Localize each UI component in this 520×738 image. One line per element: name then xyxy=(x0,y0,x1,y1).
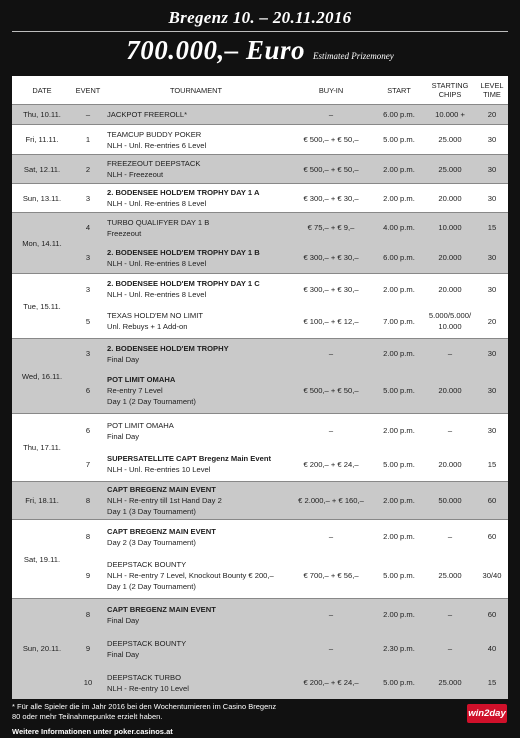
tournament-detail: Final Day xyxy=(107,354,140,364)
table-row xyxy=(12,243,508,274)
row-level: 30 xyxy=(476,125,508,155)
row-event: 3 xyxy=(72,339,104,369)
row-level: 30 xyxy=(476,369,508,414)
row-level: 30 xyxy=(476,184,508,213)
footnote-line1: * Für alle Spieler die im Jahr 2016 bei den Wochenturnieren im Casino Bregenz xyxy=(12,702,277,711)
row-tournament xyxy=(104,305,288,339)
tournament-detail: Final Day xyxy=(107,615,140,625)
row-date: Tue, 15.11. xyxy=(12,274,72,339)
table-row xyxy=(12,369,508,414)
row-event: 3 xyxy=(72,184,104,213)
row-event: 7 xyxy=(72,448,104,482)
row-level: 30 xyxy=(476,243,508,274)
event-dates-title: Bregenz 10. – 20.11.2016 xyxy=(168,8,352,27)
tournament-detail: NLH - Unl. Re-entries 10 Level xyxy=(107,465,211,475)
row-date: Thu, 17.11. xyxy=(12,414,72,482)
row-start: 2.00 p.m. xyxy=(374,184,424,213)
tournament-detail: NLH - Unl. Re-entries 8 Level xyxy=(107,290,207,300)
row-buyin: – xyxy=(288,631,374,667)
row-event: – xyxy=(72,105,104,125)
row-level: 60 xyxy=(476,599,508,631)
row-date: Fri, 18.11. xyxy=(12,482,72,520)
table-row xyxy=(12,554,508,599)
tournament-detail: NLH - Unl. Re-entries 8 Level xyxy=(107,258,207,268)
tournament-name: CAPT BREGENZ MAIN EVENT xyxy=(107,526,216,536)
row-tournament xyxy=(104,599,288,631)
row-date: Sun, 13.11. xyxy=(12,184,72,213)
row-tournament xyxy=(104,339,288,369)
row-buyin: – xyxy=(288,414,374,448)
tournament-detail: NLH - Re-entry 7 Level, Knockout Bounty € 200,– xyxy=(107,571,274,581)
row-buyin: € 500,– + € 50,– xyxy=(288,369,374,414)
row-event: 1 xyxy=(72,125,104,155)
tournament-detail: NLH - Unl. Re-entries 8 Level xyxy=(107,199,207,208)
row-start: 5.00 p.m. xyxy=(374,125,424,155)
row-start: 2.00 p.m. xyxy=(374,520,424,554)
tournament-detail: NLH - Freezeout xyxy=(107,170,164,179)
tournament-name: 2. BODENSEE HOLD'EM TROPHY DAY 1 C xyxy=(107,279,260,289)
tournament-name: TEAMCUP BUDDY POKER xyxy=(107,129,202,139)
row-buyin: € 700,– + € 56,– xyxy=(288,554,374,599)
row-chips: 50.000 xyxy=(424,482,476,520)
col-header-tournament: TOURNAMENT xyxy=(104,76,288,105)
row-buyin: – xyxy=(288,339,374,369)
row-start: 2.00 p.m. xyxy=(374,274,424,305)
row-buyin: € 300,– + € 30,– xyxy=(288,243,374,274)
row-chips: 20.000 xyxy=(424,369,476,414)
footnote xyxy=(12,702,432,722)
row-date: Sat, 12.11. xyxy=(12,155,72,184)
col-header-event: EVENT xyxy=(72,76,104,105)
row-start: 4.00 p.m. xyxy=(374,213,424,243)
row-date: Mon, 14.11. xyxy=(12,213,72,274)
table-row xyxy=(12,631,508,667)
prizemoney-amount: 700.000,– Euro xyxy=(126,35,306,65)
table-row xyxy=(12,520,508,554)
row-event: 3 xyxy=(72,274,104,305)
row-buyin: – xyxy=(288,105,374,125)
row-chips: – xyxy=(424,520,476,554)
row-tournament xyxy=(104,520,288,554)
col-header-buyin: BUY-IN xyxy=(288,76,374,105)
row-date: Sun, 20.11. xyxy=(12,599,72,699)
row-start: 5.00 p.m. xyxy=(374,448,424,482)
row-chips: 20.000 xyxy=(424,274,476,305)
tournament-name: CAPT BREGENZ MAIN EVENT xyxy=(107,604,216,614)
row-tournament xyxy=(104,448,288,482)
row-start: 2.00 p.m. xyxy=(374,599,424,631)
tournament-name: 2. BODENSEE HOLD'EM TROPHY DAY 1 B xyxy=(107,247,260,257)
row-level: 20 xyxy=(476,305,508,339)
col-header-level-line2: TIME xyxy=(483,90,501,99)
row-chips: – xyxy=(424,339,476,369)
row-start: 5.00 p.m. xyxy=(374,369,424,414)
table-row xyxy=(12,184,508,213)
tournament-name: 2. BODENSEE HOLD'EM TROPHY DAY 1 A xyxy=(107,188,260,197)
table-row xyxy=(12,305,508,339)
tournament-detail: Final Day xyxy=(107,649,140,659)
row-event: 8 xyxy=(72,599,104,631)
col-header-date: DATE xyxy=(12,76,72,105)
more-info-link[interactable]: Weitere Informationen unter poker.casinos.at xyxy=(12,727,173,736)
table-row xyxy=(12,339,508,369)
row-tournament xyxy=(104,631,288,667)
row-chips: 25.000 xyxy=(424,667,476,699)
row-tournament xyxy=(104,667,288,699)
col-header-level-line1: LEVEL xyxy=(480,81,504,90)
col-header-chips-line2: CHIPS xyxy=(438,90,462,99)
row-level: 15 xyxy=(476,667,508,699)
row-level: 40 xyxy=(476,631,508,667)
table-row xyxy=(12,482,508,520)
tournament-detail: NLH - Re-entry 10 Level xyxy=(107,683,189,693)
table-row xyxy=(12,274,508,305)
row-level: 15 xyxy=(476,213,508,243)
row-level: 30 xyxy=(476,155,508,184)
tournament-name: POT LIMIT OMAHA xyxy=(107,375,176,385)
tournament-detail: Freezeout xyxy=(107,228,142,238)
tournament-detail-2: Day 1 (2 Day Tournament) xyxy=(107,397,196,407)
row-date: Fri, 11.11. xyxy=(12,125,72,155)
tournament-name: DEEPSTACK TURBO xyxy=(107,672,181,682)
row-chips xyxy=(424,305,476,339)
row-date: Sat, 19.11. xyxy=(12,520,72,599)
row-buyin: € 200,– + € 24,– xyxy=(288,667,374,699)
row-start: 5.00 p.m. xyxy=(374,554,424,599)
col-header-level xyxy=(476,76,508,105)
row-tournament xyxy=(104,414,288,448)
row-event: 8 xyxy=(72,520,104,554)
row-date: Wed, 16.11. xyxy=(12,339,72,414)
row-event: 6 xyxy=(72,414,104,448)
row-buyin: € 75,– + € 9,– xyxy=(288,213,374,243)
row-tournament xyxy=(104,274,288,305)
footnote-line2: 80 oder mehr Teilnahmepunkte erzielt haben. xyxy=(12,712,163,721)
row-start: 2.30 p.m. xyxy=(374,631,424,667)
row-chips: 25.000 xyxy=(424,554,476,599)
row-chips: – xyxy=(424,599,476,631)
row-buyin: € 500,– + € 50,– xyxy=(288,125,374,155)
row-tournament xyxy=(104,482,288,520)
row-tournament xyxy=(104,155,288,184)
row-level: 30 xyxy=(476,339,508,369)
win2day-logo: win2day xyxy=(467,704,507,723)
tournament-name: DEEPSTACK BOUNTY xyxy=(107,560,187,570)
tournament-detail: Re-entry 7 Level xyxy=(107,386,163,396)
row-level: 30 xyxy=(476,274,508,305)
table-row xyxy=(12,599,508,631)
row-level: 15 xyxy=(476,448,508,482)
row-tournament: JACKPOT FREEROLL* xyxy=(104,105,288,125)
row-chips: – xyxy=(424,414,476,448)
tournament-name: DEEPSTACK BOUNTY xyxy=(107,638,187,648)
tournament-name: CAPT BREGENZ MAIN EVENT xyxy=(107,485,216,494)
tournament-detail-2: Day 1 (2 Day Tournament) xyxy=(107,582,196,592)
row-tournament xyxy=(104,554,288,599)
tournament-name: POT LIMIT OMAHA xyxy=(107,420,174,430)
row-chips: 20.000 xyxy=(424,184,476,213)
col-header-chips-line1: STARTING xyxy=(431,81,469,90)
row-event: 2 xyxy=(72,155,104,184)
row-start: 5.00 p.m. xyxy=(374,667,424,699)
row-event: 10 xyxy=(72,667,104,699)
table-row xyxy=(12,414,508,448)
row-start: 2.00 p.m. xyxy=(374,339,424,369)
col-header-start: START xyxy=(374,76,424,105)
tournament-detail-2: Day 1 (3 Day Tournament) xyxy=(107,507,196,516)
table-row xyxy=(12,448,508,482)
row-event: 4 xyxy=(72,213,104,243)
row-tournament xyxy=(104,125,288,155)
table-row xyxy=(12,125,508,155)
table-row xyxy=(12,667,508,699)
row-tournament xyxy=(104,213,288,243)
table-row xyxy=(12,213,508,243)
row-chips: 20.000 xyxy=(424,243,476,274)
row-start: 2.00 p.m. xyxy=(374,482,424,520)
row-chips: 10.000 xyxy=(424,213,476,243)
row-chips: – xyxy=(424,631,476,667)
row-level: 60 xyxy=(476,482,508,520)
row-buyin: – xyxy=(288,599,374,631)
row-start: 2.00 p.m. xyxy=(374,414,424,448)
row-buyin: € 200,– + € 24,– xyxy=(288,448,374,482)
tournament-detail: NLH - Unl. Re-entries 6 Level xyxy=(107,140,207,150)
row-tournament xyxy=(104,184,288,213)
row-start: 7.00 p.m. xyxy=(374,305,424,339)
row-level: 20 xyxy=(476,105,508,125)
row-chips: 20.000 xyxy=(424,448,476,482)
row-start: 2.00 p.m. xyxy=(374,155,424,184)
chips-line1: 5.000/5.000/ xyxy=(428,311,472,321)
row-buyin: € 500,– + € 50,– xyxy=(288,155,374,184)
tournament-detail: NLH - Re-entry till 1st Hand Day 2 xyxy=(107,496,222,505)
row-event: 6 xyxy=(72,369,104,414)
row-tournament xyxy=(104,243,288,274)
tournament-name: SUPERSATELLITE CAPT Bregenz Main Event xyxy=(107,454,271,464)
row-start: 6.00 p.m. xyxy=(374,243,424,274)
tournament-detail: Final Day xyxy=(107,431,140,441)
prizemoney-note: Estimated Prizemoney xyxy=(313,51,394,61)
row-event: 9 xyxy=(72,631,104,667)
row-level: 30/40 xyxy=(476,554,508,599)
row-event: 9 xyxy=(72,554,104,599)
tournament-detail: Unl. Rebuys + 1 Add-on xyxy=(107,322,188,332)
row-event: 5 xyxy=(72,305,104,339)
table-header-row xyxy=(12,76,508,105)
row-buyin: € 100,– + € 12,– xyxy=(288,305,374,339)
title-divider xyxy=(12,31,508,32)
chips-line2: 10.000 xyxy=(438,322,462,332)
row-buyin: € 300,– + € 30,– xyxy=(288,274,374,305)
tournament-name: TEXAS HOLD'EM NO LIMIT xyxy=(107,311,203,321)
row-buyin: € 300,– + € 30,– xyxy=(288,184,374,213)
row-buyin: € 2.000,– + € 160,– xyxy=(288,482,374,520)
row-buyin: – xyxy=(288,520,374,554)
table-row xyxy=(12,155,508,184)
col-header-chips xyxy=(424,76,476,105)
row-level: 60 xyxy=(476,520,508,554)
row-date: Thu, 10.11. xyxy=(12,105,72,125)
row-chips: 25.000 xyxy=(424,155,476,184)
table-row xyxy=(12,105,508,125)
row-event: 8 xyxy=(72,482,104,520)
row-level: 30 xyxy=(476,414,508,448)
tournament-name: TURBO QUALIFYER DAY 1 B xyxy=(107,217,210,227)
row-chips: 10.000 + xyxy=(424,105,476,125)
row-start: 6.00 p.m. xyxy=(374,105,424,125)
row-event: 3 xyxy=(72,243,104,274)
tournament-schedule-table xyxy=(12,76,508,699)
row-tournament xyxy=(104,369,288,414)
tournament-detail: Day 2 (3 Day Tournament) xyxy=(107,537,196,547)
row-chips: 25.000 xyxy=(424,125,476,155)
tournament-name: 2. BODENSEE HOLD'EM TROPHY xyxy=(107,343,229,353)
prizemoney-heading xyxy=(0,35,520,66)
tournament-name: FREEZEOUT DEEPSTACK xyxy=(107,159,201,168)
